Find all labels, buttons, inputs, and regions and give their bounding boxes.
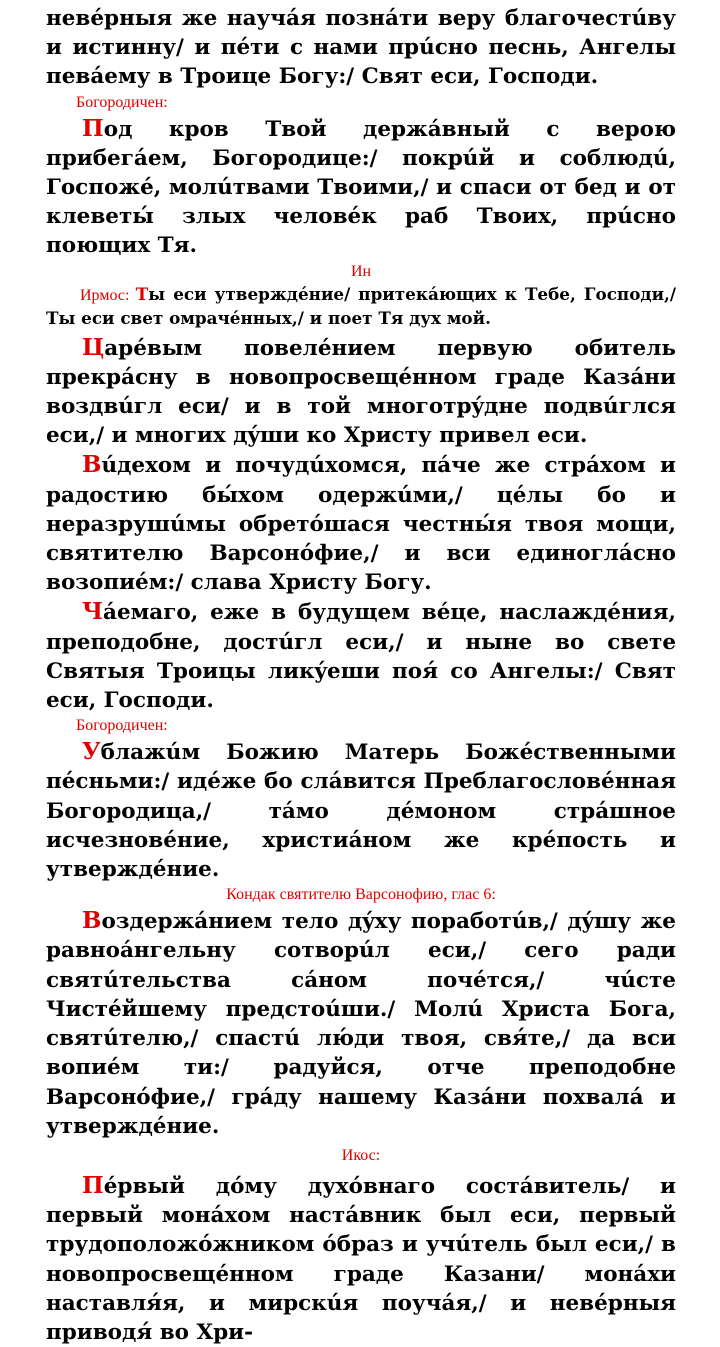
paragraph-continuation: невéрныя же научáя познáти веру благочестúву и истинну/ и пéти с нами прúсно песнь, Ангелы певáему в Троице Богу:/ Свят еси, Господи. — [46, 6, 676, 90]
troparion-3: Чáемаго, еже в будущем вéце, наслаждéния, преподобне, достúгл еси,/ и ныне во свете Святыя Троицы ликýеши поя́ со Ангелы:/ Свят еси, Господи. — [46, 598, 676, 714]
troparion-2: Вúдехом и почудúхомся, пáче же стрáхом и радостию бы́хом одержúми,/ цéлы бо и неразрушúмы обретóшася честны́я твоя мощи, святителю Варсонóфие,/ и вси единоглáсно возопиéм:/ слава Христу Богу. — [46, 451, 676, 596]
drop-cap: Ц — [82, 333, 105, 361]
drop-cap: В — [82, 451, 102, 479]
drop-cap: В — [82, 907, 102, 935]
section-label-kontakion: Кондак святителю Варсонофию, глас 6: — [226, 886, 496, 904]
drop-cap: П — [82, 114, 104, 142]
section-label-theotokion-2: Богородичен: — [76, 717, 168, 735]
drop-cap: У — [82, 738, 101, 766]
kontakion-paragraph: Воздержáнием тело дýху поработúв,/ дýшу же равноáнгельну сотворúл еси,/ сего ради святúтельства сáном почéтся,/ чúсте Чистéйшему предстоúши./ Молú Христа Бога, святúтелю,/ спастú лю́ди твоя, свя́те,/ да вси вопиéм ти:/ радуйся, отче преподобне Варсонóфие,/ грáду нашему Казáни похвалá и утверждéние. — [46, 907, 676, 1139]
drop-cap: П — [82, 1171, 104, 1199]
drop-cap: Ч — [82, 598, 104, 626]
troparion-1: Царéвым повелéнием первую обитель прекрáсну в новопросвещéнном граде Казáни воздвúгл еси/ и в той многотрýдне подвúглся еси,/ и многих дýши ко Христу привел еси. — [46, 333, 676, 449]
paragraph-theotokion: Под кров Твой держáвный с верою прибегáем, Богородице:/ покрúй и соблюдú, Госпожé, молúтвами Твоими,/ и спаси от бед и от клеветы́ злых человéк раб Твоих, прúсно поющих Тя. — [46, 114, 676, 259]
section-label-theotokion: Богородичен: — [76, 93, 168, 111]
section-label-ikos: Икос: — [341, 1146, 381, 1164]
ikos-paragraph: Пéрвый дóму духóвнаго состáвитель/ и первый монáхом настáвник был еси, первый трудоположóжником óбраз и учúтель был еси,/ в новопросвещéнном граде Казани/ монáхи наставля́я, и мирскúя поучáя,/ и невéрныя приводя́ во Хри- — [46, 1171, 676, 1345]
irmos-label: Ирмос: — [80, 286, 136, 304]
drop-cap: Т — [135, 284, 149, 305]
paragraph-theotokion-2: Ублажúм Божию Матерь Божéственными пéсньми:/ идéже бо слáвится Преблагословéнная Богородица,/ тáмо дéмоном стрáшное исчезновéние, христиáном же крéпость и утверждéние. — [46, 738, 676, 883]
section-label-other: Ин — [350, 262, 372, 280]
irmos-paragraph: Ирмос: Ты еси утверждéние/ притекáющих к Тебе, Господи,/ Ты еси свет омрачéнных,/ и поет Тя дух мой. — [46, 283, 676, 328]
